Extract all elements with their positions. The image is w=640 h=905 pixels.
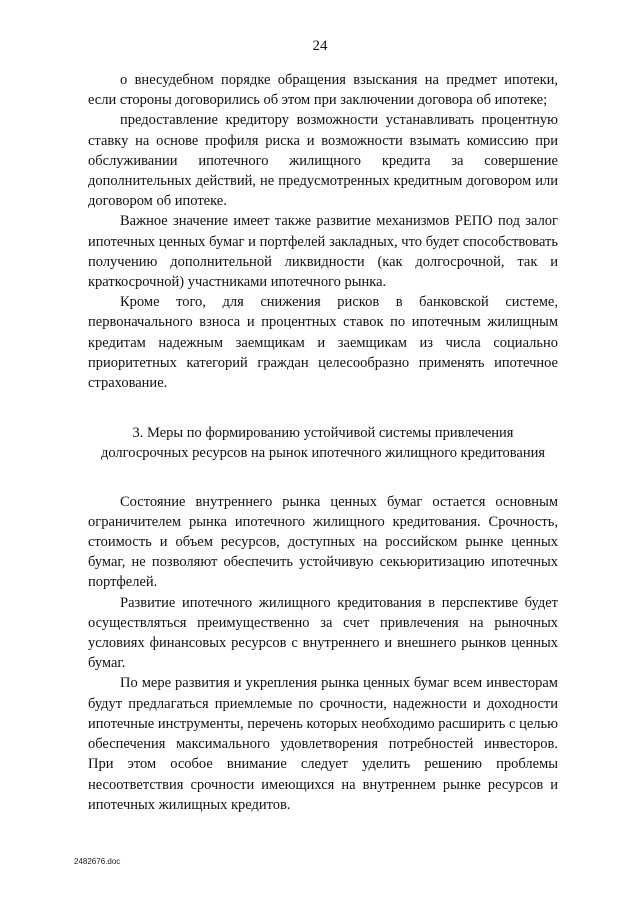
section-heading-line2: долгосрочных ресурсов на рынок ипотечного жилищного кредитования — [100, 445, 546, 462]
section-heading — [88, 423, 558, 463]
paragraph-repo: Важное значение имеет также развитие механизмов РЕПО под залог ипотечных ценных бумаг и портфелей закладных, что будет способствовать получению дополнительной ликвидности (как долгосрочной, так и краткосрочной) участниками ипотечного рынка. — [88, 213, 558, 291]
document-body — [88, 70, 558, 815]
paragraph-foreclosure: о внесудебном порядке обращения взыскания на предмет ипотеки, если стороны договорились об этом при заключении договора об ипотеке; — [88, 72, 558, 109]
paragraph-insurance: Кроме того, для снижения рисков в банковской системе, первоначального взноса и процентных ставок по ипотечным жилищным кредитам надежным заемщикам и заемщикам из числа социально приоритетных категорий граждан целесообразно применять ипотечное страхование. — [88, 294, 558, 392]
footer-filename: 2482676.doc — [74, 857, 121, 866]
paragraph-securities-market: Состояние внутреннего рынка ценных бумаг остается основным ограничителем рынка ипотечного жилищного кредитования. Срочность, стоимость и объем ресурсов, доступных на российском рынке ценных бумаг, не позволяют обеспечить устойчивую секьюритизацию ипотечных портфелей. — [88, 493, 558, 591]
paragraph-development: Развитие ипотечного жилищного кредитования в перспективе будет осуществляться преимущественно за счет привлечения на рыночных условиях финансовых ресурсов с внутреннего и внешнего рынков ценных бумаг. — [88, 594, 558, 672]
paragraph-investors: По мере развития и укрепления рынка ценных бумаг всем инвесторам будут предлагаться приемлемые по срочности, надежности и доходности ипотечные инструменты, перечень которых необходимо расширить с целью обеспечения максимального удовлетворения потребностей инвесторов. При этом особое внимание следует уделить решению проблемы несоответствия срочности имеющихся на внутреннем рынке ресурсов и ипотечных жилищных кредитов. — [88, 675, 558, 813]
paragraph-interest-rate: предоставление кредитору возможности устанавливать процентную ставку на основе профиля риска и возможности взымать комиссию при обслуживании ипотечного жилищного кредита за совершение дополнительных действий, не предусмотренных кредитным договором или договором об ипотеке. — [88, 112, 558, 210]
section-heading-line1: 3. Меры по формированию устойчивой системы привлечения — [132, 425, 514, 442]
page-number: 24 — [312, 38, 328, 54]
